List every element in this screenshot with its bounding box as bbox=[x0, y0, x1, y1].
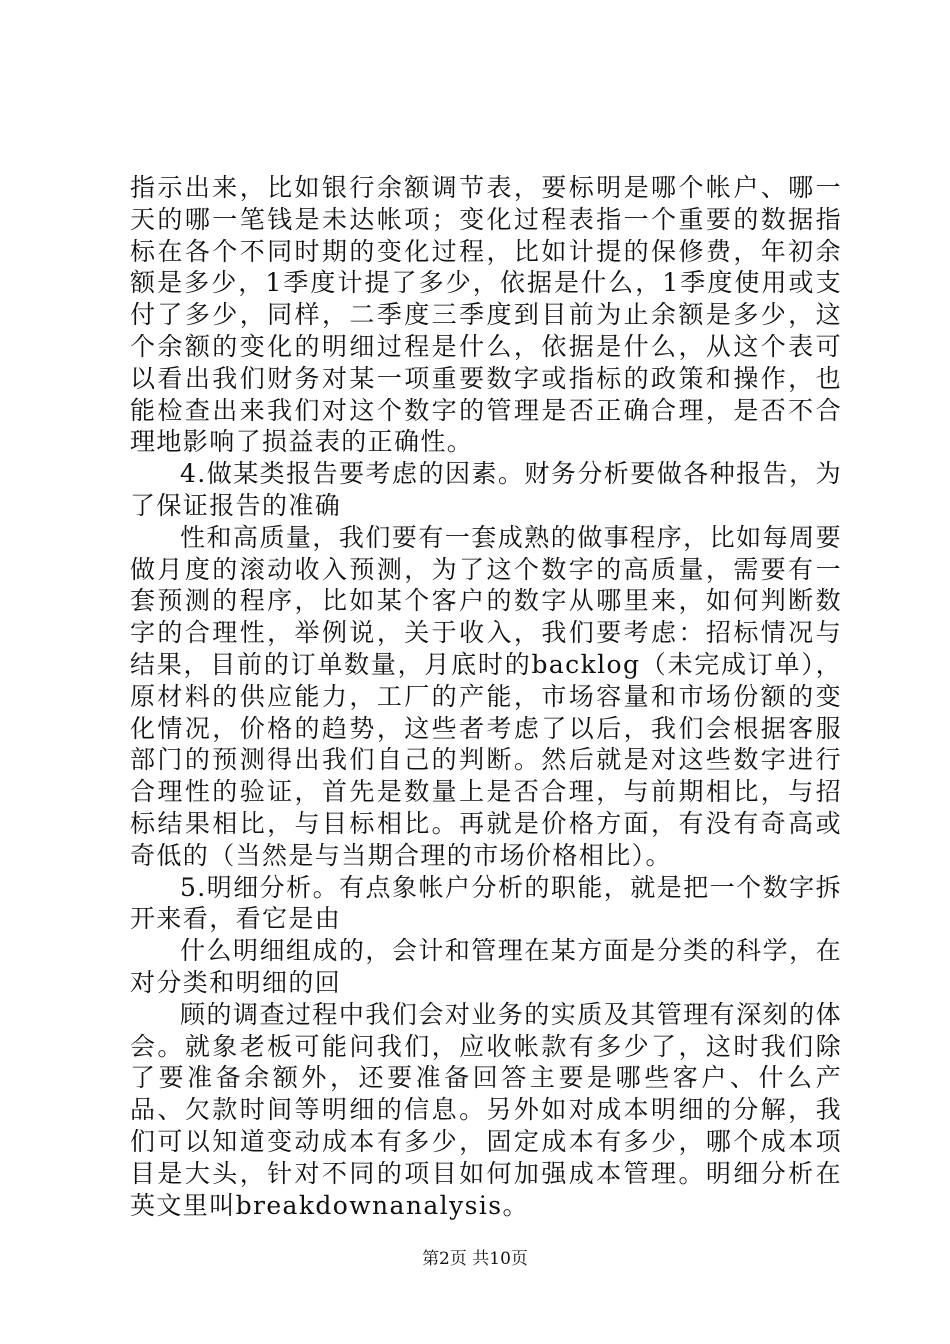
page-number-footer: 第2页 共10页 bbox=[422, 1249, 528, 1269]
paragraph-item-4: 4.做某类报告要考虑的因素。财务分析要做各种报告，为了保证报告的准确 bbox=[130, 459, 842, 520]
paragraph-continuation: 指示出来，比如银行余额调节表，要标明是哪个帐户、哪一天的哪一笔钱是未达帐项；变化过程表指一个重要的数据指标在各个不同时期的变化过程，比如计提的保修费，年初余额是多少，1季度计提了多少，依据是什么，1季度使用或支付了多少，同样，二季度三季度到目前为止余额是多少，这个余额的变化的明细过程是什么，依据是什么，从这个表可以看出我们财务对某一项重要数字或指标的政策和操作，也能检查出来我们对这个数字的管理是否正确合理，是否不合理地影响了损益表的正确性。 bbox=[130, 173, 842, 457]
document-body bbox=[130, 172, 842, 1221]
paragraph-item-5: 5.明细分析。有点象帐户分析的职能，就是把一个数字拆开来看，看它是由 bbox=[130, 872, 842, 934]
paragraph-item-5-body-b: 顾的调查过程中我们会对业务的实质及其管理有深刻的体会。就象老板可能问我们，应收帐款有多少了，这时我们除了要准备余额外，还要准备回答主要是哪些客户、什么产品、欠款时间等明细的信息。另外如对成本明细的分解，我们可以知道变动成本有多少，固定成本有多少，哪个成本项目是大头，针对不同的项目如何加强成本管理。明细分析在英文里叫breakdownanalysis。 bbox=[130, 999, 842, 1220]
paragraph-item-4-body: 性和高质量，我们要有一套成熟的做事程序，比如每周要做月度的滚动收入预测，为了这个数字的高质量，需要有一套预测的程序，比如某个客户的数字从哪里来，如何判断数字的合理性，举例说，关于收入，我们要考虑：招标情况与结果，目前的订单数量，月底时的backlog（未完成订单），原材料的供应能力，工厂的产能，市场容量和市场份额的变化情况，价格的趋势，这些者考虑了以后，我们会根据客服部门的预测得出我们自己的判断。然后就是对这些数字进行合理性的验证，首先是数量上是否合理，与前期相比，与招标结果相比，与目标相比。再就是价格方面，有没有奇高或奇低的（当然是与当期合理的市场价格相比）。 bbox=[130, 522, 842, 870]
paragraph-item-5-body-a: 什么明细组成的，会计和管理在某方面是分类的科学，在对分类和明细的回 bbox=[130, 936, 842, 997]
